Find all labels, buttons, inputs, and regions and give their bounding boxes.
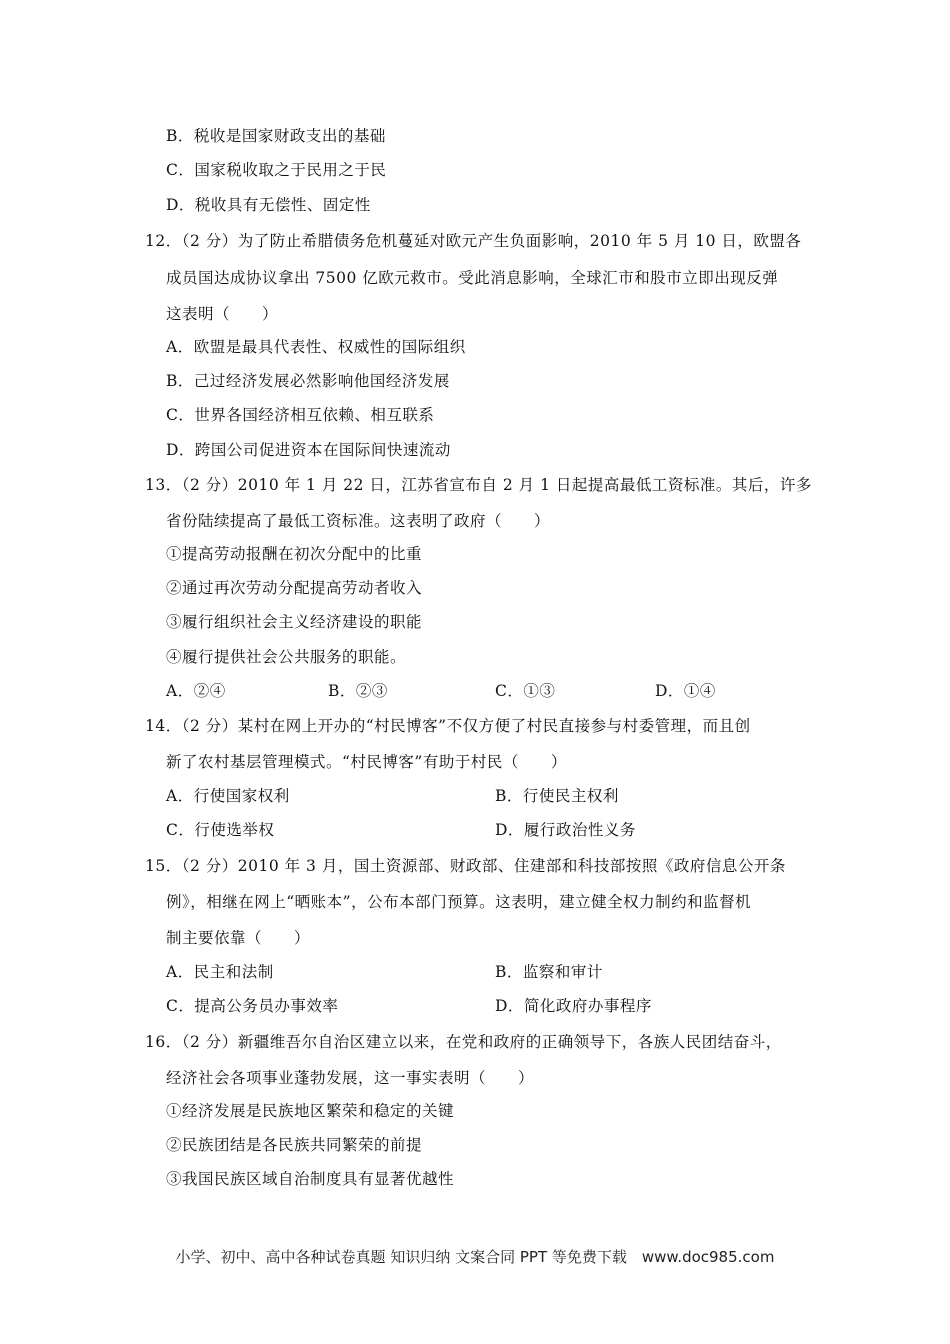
- q15-stem-line1: 15．（2 分）2010 年 3 月，国土资源部、财政部、住建部和科技部按照《政府信息公开条: [145, 857, 786, 875]
- q11-option-d: D．税收具有无偿性、固定性: [166, 196, 371, 214]
- q13-statement-4: ④履行提供社会公共服务的职能。: [166, 648, 407, 666]
- q15-option-d: D．简化政府办事程序: [495, 997, 652, 1015]
- q12-stem-line1: 12．（2 分）为了防止希腊债务危机蔓延对欧元产生负面影响，2010 年 5 月 10 日，欧盟各: [145, 232, 802, 250]
- q16-statement-2: ②民族团结是各民族共同繁荣的前提: [166, 1136, 423, 1154]
- q16-statement-1: ①经济发展是民族地区繁荣和稳定的关键: [166, 1102, 455, 1120]
- q15-option-a: A．民主和法制: [166, 963, 274, 981]
- q13-option-c: C．①③: [495, 682, 556, 700]
- q12-stem-line3: 这表明（ ）: [166, 305, 279, 323]
- q15-option-c: C．提高公务员办事效率: [166, 997, 339, 1015]
- q14-option-a: A．行使国家权利: [166, 787, 290, 805]
- q13-stem-line1: 13．（2 分）2010 年 1 月 22 日，江苏省宣布自 2 月 1 日起提高最低工资标准。其后，许多: [145, 476, 812, 494]
- q13-option-b: B．②③: [328, 682, 388, 700]
- q14-stem-line2: 新了农村基层管理模式。“村民博客”有助于村民（ ）: [166, 753, 567, 771]
- q16-stem-line1: 16．（2 分）新疆维吾尔自治区建立以来，在党和政府的正确领导下，各族人民团结奋斗，: [145, 1033, 782, 1051]
- q14-stem-line1: 14．（2 分）某村在网上开办的“村民博客”不仅方便了村民直接参与村委管理，而且创: [145, 717, 751, 735]
- q14-option-c: C．行使选举权: [166, 821, 275, 839]
- q13-stem-line2: 省份陆续提高了最低工资标准。这表明了政府（ ）: [166, 512, 551, 530]
- q13-statement-2: ②通过再次劳动分配提高劳动者收入: [166, 579, 423, 597]
- q15-stem-line2: 例》，相继在网上“晒账本”，公布本部门预算。这表明，建立健全权力制约和监督机: [166, 893, 752, 911]
- q14-option-b: B．行使民主权利: [495, 787, 619, 805]
- q12-stem-line2: 成员国达成协议拿出 7500 亿欧元救市。受此消息影响，全球汇市和股市立即出现反弹: [166, 269, 779, 287]
- q12-option-b: B．己过经济发展必然影响他国经济发展: [166, 372, 450, 390]
- q12-option-c: C．世界各国经济相互依赖、相互联系: [166, 406, 435, 424]
- q13-option-a: A．②④: [166, 682, 226, 700]
- q15-option-b: B．监察和审计: [495, 963, 603, 981]
- q13-option-d: D．①④: [655, 682, 716, 700]
- q12-option-a: A．欧盟是最具代表性、权威性的国际组织: [166, 338, 466, 356]
- q14-option-d: D．履行政治性义务: [495, 821, 636, 839]
- q11-option-b: B．税收是国家财政支出的基础: [166, 127, 386, 145]
- q16-statement-3: ③我国民族区域自治制度具有显著优越性: [166, 1170, 455, 1188]
- q15-stem-line3: 制主要依靠（ ）: [166, 929, 311, 947]
- q13-statement-1: ①提高劳动报酬在初次分配中的比重: [166, 545, 423, 563]
- q12-option-d: D．跨国公司促进资本在国际间快速流动: [166, 441, 451, 459]
- page-footer: 小学、初中、高中各种试卷真题 知识归纳 文案合同 PPT 等免费下载 www.doc985.com: [175, 1248, 775, 1266]
- q16-stem-line2: 经济社会各项事业蓬勃发展，这一事实表明（ ）: [166, 1069, 535, 1087]
- q13-statement-3: ③履行组织社会主义经济建设的职能: [166, 613, 423, 631]
- q11-option-c: C．国家税收取之于民用之于民: [166, 161, 387, 179]
